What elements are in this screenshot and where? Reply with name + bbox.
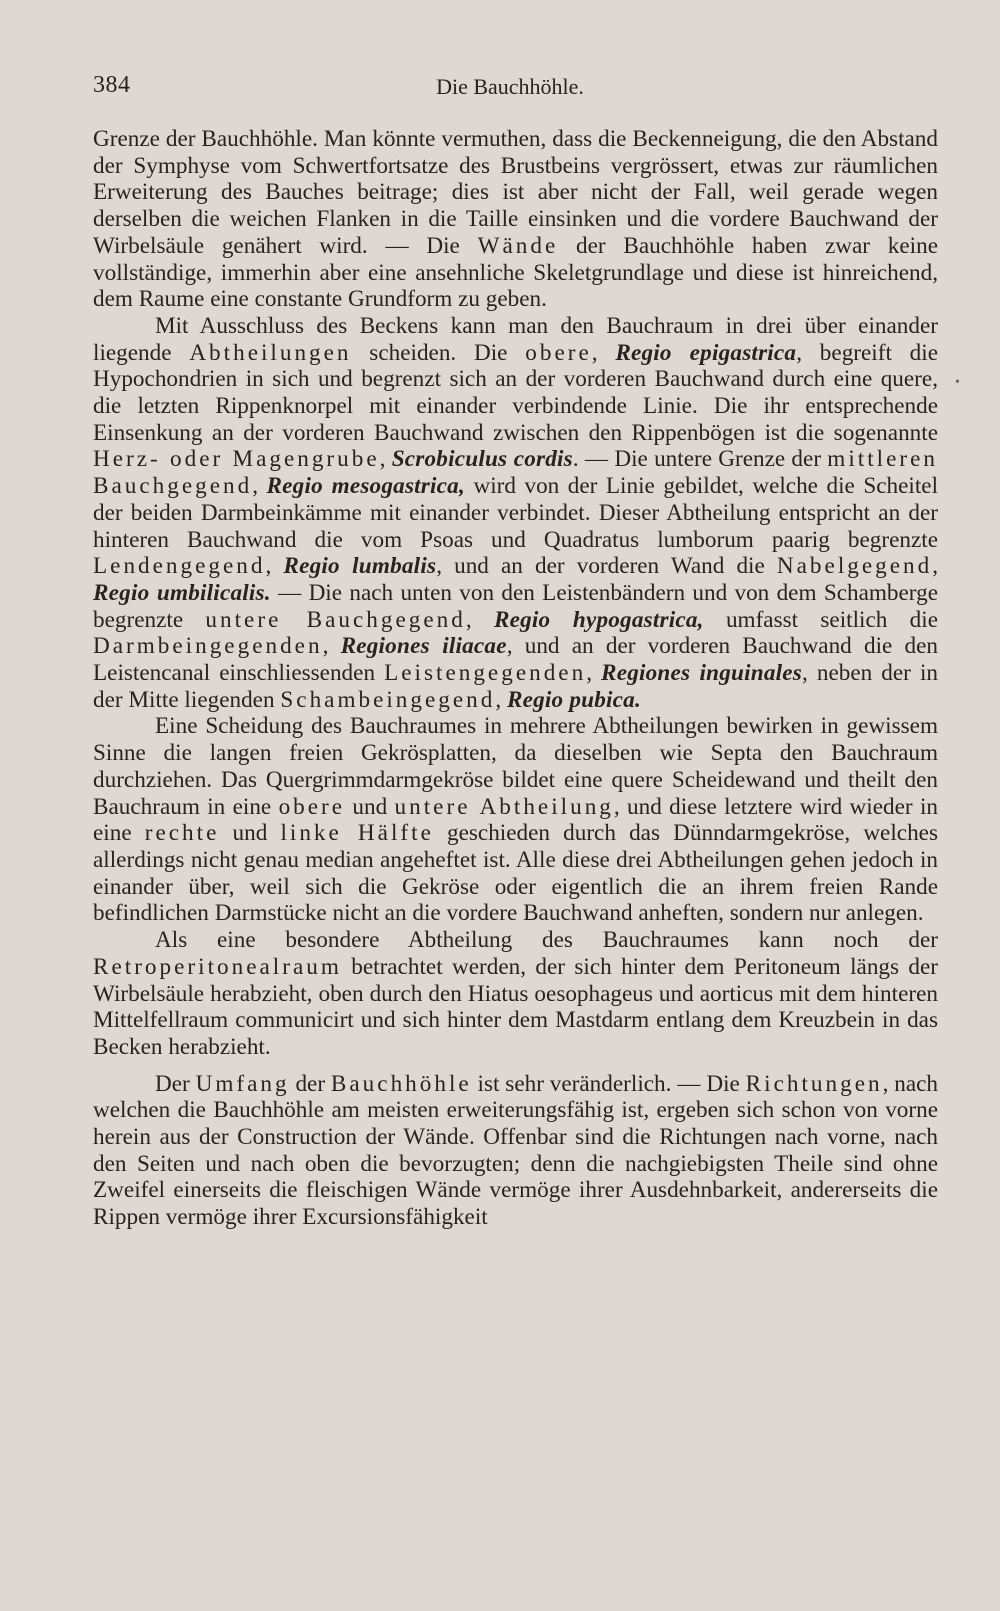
text-run: — Die nach unten von den Leistenbändern und von dem Schamberge begrenzte xyxy=(93,579,938,633)
text-run: und xyxy=(345,793,395,820)
spaced-emphasis: Darmbeingegenden xyxy=(93,633,323,660)
text-run: Der xyxy=(155,1070,196,1097)
text-run: , xyxy=(322,633,341,660)
body-text xyxy=(93,126,938,1231)
text-run: Grenze der Bauchhöhle. Man könnte vermuthen, dass die Beckenneigung, die den Abstand der Symphyse vom Schwertfortsatze des Brustbeins vergrössert, etwas zur räumlichen Erweiterung des Bauches beitrage; dies ist aber nicht der Fall, weil gerade wegen derselben die weichen Flanken in die Taille einsinken und die vordere Bauchwand der Wirbelsäule genähert wird. — Die xyxy=(93,126,938,259)
paragraph xyxy=(93,313,938,714)
text-run: , xyxy=(252,473,267,500)
spaced-emphasis: Umfang xyxy=(195,1070,290,1097)
text-run: und xyxy=(219,820,281,847)
text-run: , xyxy=(495,686,507,713)
spaced-emphasis: linke Hälfte xyxy=(280,820,434,847)
latin-term: Regio hypogastrica, xyxy=(493,606,704,633)
spaced-emphasis: Schambeingegend xyxy=(280,686,496,713)
spaced-emphasis: obere xyxy=(525,339,592,366)
text-run: , und an der vorderen Bauchwand die den Leistencanal einschliessenden xyxy=(93,633,939,687)
text-run: scheiden. Die xyxy=(351,339,526,366)
spaced-emphasis: Abtheilungen xyxy=(189,339,352,366)
text-run: ist sehr veränderlich. — Die xyxy=(471,1070,746,1097)
spaced-emphasis: Richtungen xyxy=(745,1070,883,1097)
text-run: , nach welchen die Bauchhöhle am meisten erweiterungsfähig ist, ergeben sich schon von vorne herein aus der Construction der Wände. Offenbar sind die Richtungen nach vorne, nach den Seiten und nach oben die bevorzugten; denn die nachgiebigsten Theile sind ohne Zweifel einerseits die fleischigen Wände vermöge ihrer Ausdehnbarkeit, andererseits die Rippen vermöge ihrer Excursionsfähigkeit xyxy=(93,1070,938,1231)
text-run: , xyxy=(932,553,939,580)
text-run: umfasst seitlich die xyxy=(703,606,938,633)
spaced-emphasis: Bauchhöhle xyxy=(330,1070,472,1097)
text-run: , xyxy=(265,553,284,580)
spaced-emphasis: obere xyxy=(278,793,346,820)
text-run: Als eine besondere Abtheilung des Bauchraumes kann noch der xyxy=(155,927,938,954)
text-run: , neben der in der Mitte liegenden xyxy=(93,660,938,713)
text-run: , und an der vorderen Wand die xyxy=(436,553,777,580)
latin-term: Regio umbilicalis. xyxy=(93,579,271,606)
paragraph xyxy=(93,1071,938,1231)
text-run: der xyxy=(289,1070,331,1097)
text-run: , begreift die Hypochondrien in sich und begrenzt sich an der vorderen Bauchwand durch eine quere, die letzten Rippenknorpel mit einander verbindende Linie. Die ihr entsprechende Einsenkung an der vorderen Bauchwand zwischen den Rippenbögen ist die sogenannte xyxy=(93,339,939,446)
text-run: , und diese letztere wird wieder in eine xyxy=(93,793,939,847)
text-run: , xyxy=(586,660,602,687)
spaced-emphasis: rechte xyxy=(144,820,220,847)
text-run: . — Die untere Grenze der xyxy=(572,446,828,473)
latin-term: Scrobiculus cordis xyxy=(391,446,573,473)
spaced-emphasis: Wände xyxy=(477,232,559,259)
spaced-emphasis: untere Bauchgegend xyxy=(205,606,466,633)
latin-term: Regiones inguinales xyxy=(601,660,803,687)
paragraph xyxy=(93,126,938,313)
text-run: geschieden durch das Dünndarmgekröse, welches allerdings nicht genau median angeheftet ist. Alle diese drei Abtheilungen gehen jedoch in einander über, weil sich die Gekröse oder eigentlich die an ihrem freien Rande befindlichen Darmstücke nicht an die vordere Bauchwand anheften, sondern nur anlegen. xyxy=(93,820,938,927)
text-run: , xyxy=(465,606,494,633)
text-run: der Bauchhöhle haben zwar keine vollständige, immerhin aber eine ansehnliche Skeletgrundlage und diese ist hinreichend, dem Raume eine constante Grundform zu geben. xyxy=(93,232,938,313)
text-run: , xyxy=(591,339,616,366)
latin-term: Regio lumbalis xyxy=(283,553,437,580)
spaced-emphasis: untere Abtheilung xyxy=(394,793,614,820)
latin-term: Regio pubica. xyxy=(506,686,641,713)
latin-term: Regiones iliacae xyxy=(340,633,507,660)
running-title: Die Bauchhöhle. xyxy=(436,74,584,99)
page-number: 384 xyxy=(93,72,131,98)
text-run: wird von der Linie gebildet, welche die Scheitel der beiden Darmbeinkämme mit einander verbindet. Dieser Abtheilung entspricht an der hinteren Bauchwand die vom Psoas und Quadratus lumborum paarig begrenzte xyxy=(93,473,939,553)
latin-term: Regio epigastrica xyxy=(615,339,797,366)
spaced-emphasis: Retroperitonealraum xyxy=(93,953,342,980)
text-run: Mit Ausschluss des Beckens kann man den Bauchraum in drei über einander liegende xyxy=(93,312,938,366)
latin-term: Regio mesogastrica, xyxy=(266,473,465,500)
spaced-emphasis: mittleren Bauchgegend xyxy=(93,446,938,500)
text-run: , xyxy=(379,446,392,473)
spaced-emphasis: Herz- oder Magengrube xyxy=(93,446,380,473)
spaced-emphasis: Nabelgegend xyxy=(776,553,933,580)
spaced-emphasis: Lendengegend xyxy=(93,553,266,580)
text-run: betrachtet werden, der sich hinter dem Peritoneum längs der Wirbelsäule herabzieht, oben durch den Hiatus oesophageus und aorticus mit dem hinteren Mittelfellraum communicirt und sich hinter dem Mastdarm entlang dem Kreuzbein in das Becken herabzieht. xyxy=(93,953,938,1060)
spaced-emphasis: Leistengegenden xyxy=(384,660,587,687)
text-run: Eine Scheidung des Bauchraumes in mehrere Abtheilungen bewirken in gewissem Sinne die langen freien Gekrösplatten, da dieselben wie Septa den Bauchraum durchziehen. Das Quergrimmdarmgekröse bildet eine quere Scheidewand und theilt den Bauchraum in eine xyxy=(93,713,938,820)
paragraph xyxy=(93,713,938,927)
margin-mark: • xyxy=(955,375,960,390)
paragraph xyxy=(93,927,938,1061)
